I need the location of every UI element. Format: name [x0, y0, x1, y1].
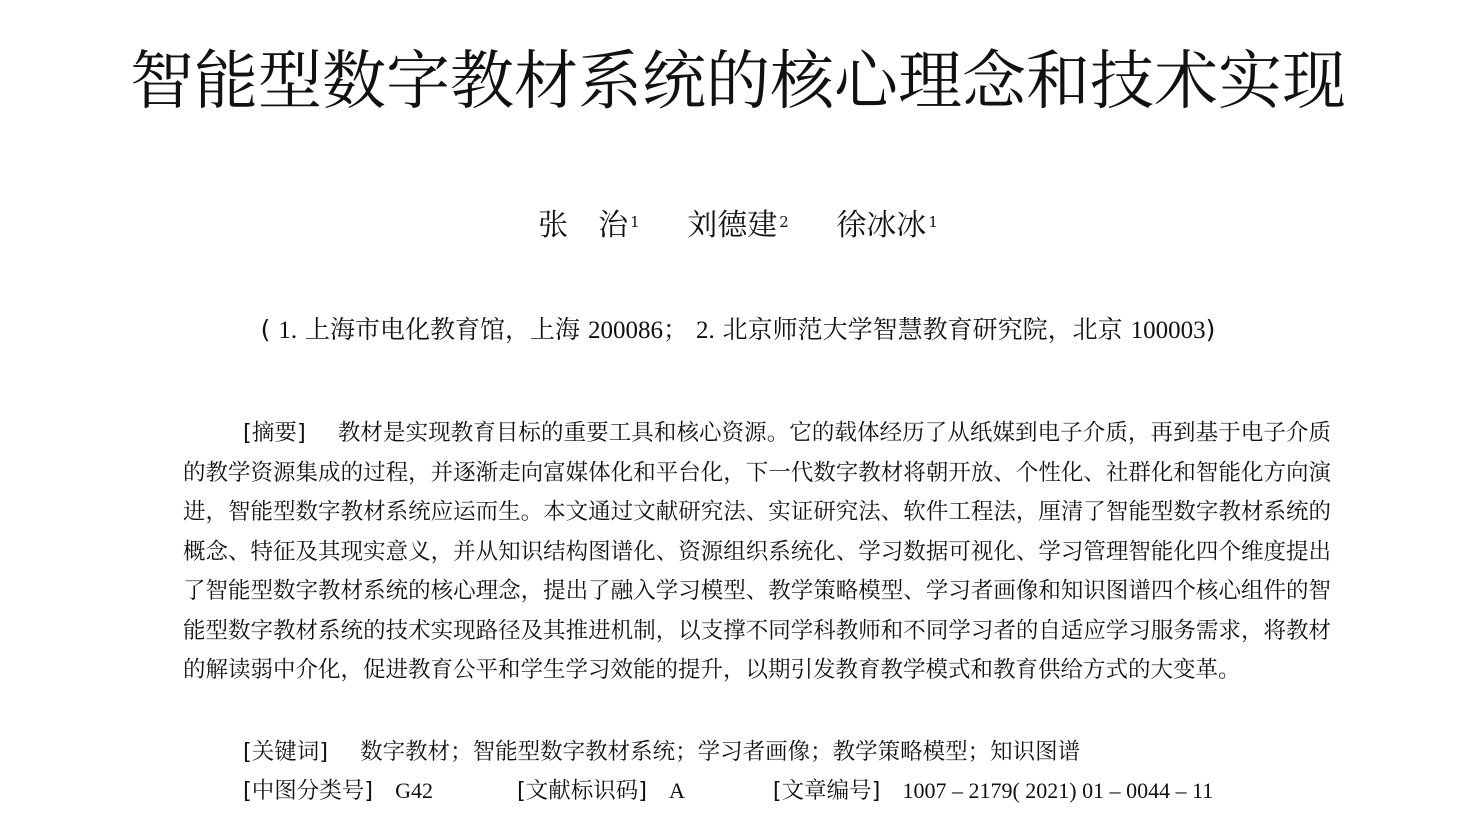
keywords-text: 数字教材；智能型数字教材系统；学习者画像；教学策略模型；知识图谱 — [360, 739, 1081, 765]
paper-title: 智能型数字教材系统的核心理念和技术实现 — [130, 45, 1346, 119]
affiliations — [0, 310, 1476, 351]
affiliation-zip-1: 200086 — [587, 317, 663, 344]
affiliation-zip-2: 100003 — [1130, 317, 1206, 344]
affiliation-2: 北京师范大学智慧教育研究院，北京 — [714, 315, 1131, 344]
affiliation-close-paren: ) — [1205, 315, 1216, 344]
author-3 — [836, 204, 938, 248]
keywords-label: [关键词] — [243, 739, 329, 765]
doc-code-value: A — [669, 778, 685, 803]
clc-label: [中图分类号] — [243, 778, 374, 804]
abstract-label: [摘要] — [243, 420, 306, 446]
author-name: 刘德建 — [687, 208, 778, 243]
article-number-value: 1007 – 2179( 2021) 01 – 0044 – 11 — [902, 778, 1214, 803]
author-affiliation-mark: 2 — [779, 213, 789, 231]
doc-code-label: [文献标识码] — [516, 778, 648, 804]
author-2 — [687, 204, 789, 248]
clc-value: G42 — [395, 778, 433, 803]
classification-line — [243, 773, 1213, 809]
author-name: 徐冰冰 — [836, 208, 927, 243]
author-name: 张 治 — [538, 208, 629, 243]
author-list — [0, 204, 1476, 248]
author-1 — [538, 204, 640, 248]
affiliation-1: 上海市电化教育馆，上海 — [297, 315, 588, 344]
abstract — [183, 414, 1331, 691]
author-affiliation-mark: 1 — [928, 213, 938, 231]
affiliation-number-2: 2. — [695, 317, 715, 344]
author-affiliation-mark: 1 — [630, 213, 640, 231]
affiliation-number-1: 1. — [278, 317, 298, 344]
affiliation-separator: ； — [662, 315, 696, 344]
abstract-text: 教材是实现教育目标的重要工具和核心资源。它的载体经历了从纸媒到电子介质，再到基于电子介质的教学资源集成的过程，并逐渐走向富媒体化和平台化，下一代数字教材将朝开放、个性化、社群化和智能化方向演进，智能型数字教材系统应运而生。本文通过文献研究法、实证研究法、软件工程法，厘清了智能型数字教材系统的概念、特征及其现实意义，并从知识结构图谱化、资源组织系统化、学习数据可视化、学习管理智能化四个维度提出了智能型数字教材系统的核心理念，提出了融入学习模型、教学策略模型、学习者画像和知识图谱四个核心组件的智能型数字教材系统的技术实现路径及其推进机制，以支撑不同学科教师和不同学习者的自适应学习服务需求，将教材的解读弱中介化，促进教育公平和学生学习效能的提升，以期引发教育教学模式和教育供给方式的大变革。 — [183, 420, 1331, 683]
article-number-label: [文章编号] — [772, 778, 881, 804]
keywords-line — [243, 734, 1080, 770]
affiliation-open-paren: ( — [260, 315, 279, 344]
